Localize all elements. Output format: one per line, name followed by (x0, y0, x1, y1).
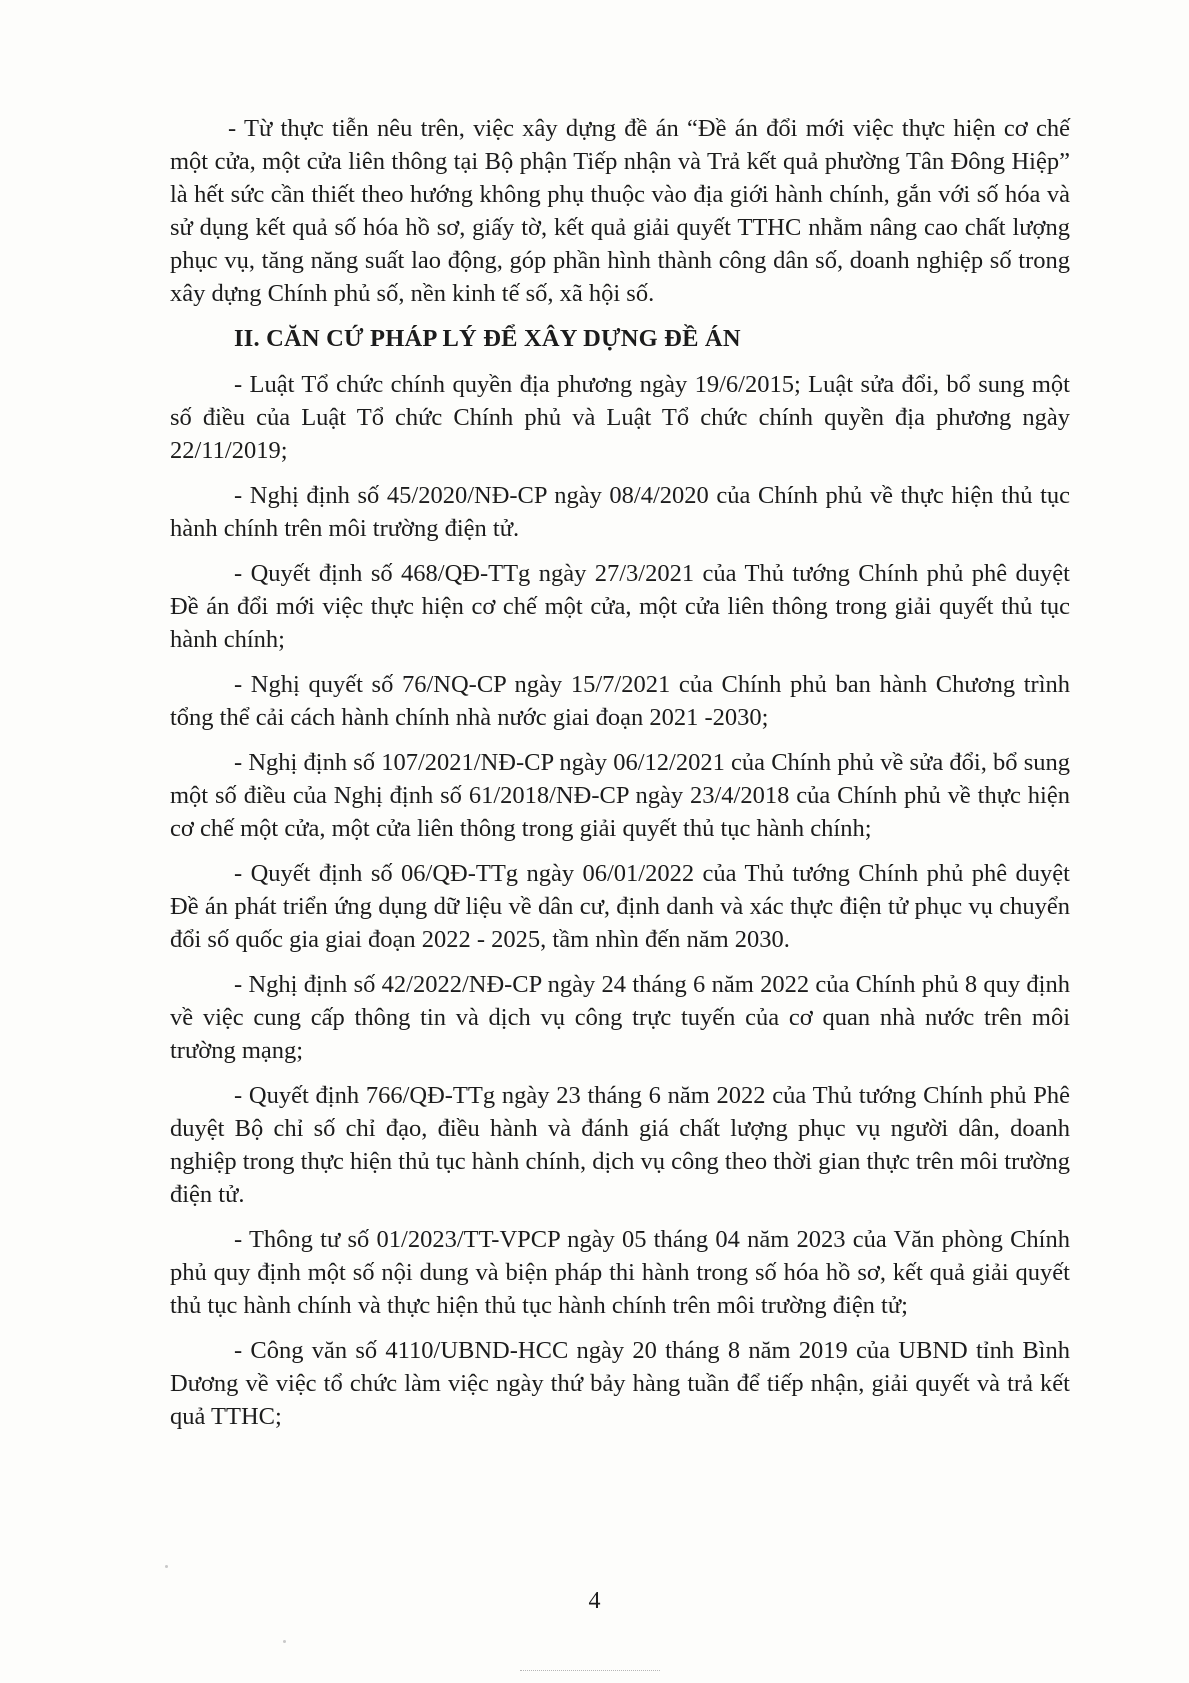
document-body (170, 112, 1070, 1445)
scan-artifact-mark (520, 1670, 660, 1677)
page-number: 4 (588, 1588, 601, 1614)
legal-basis-item: - Nghị định số 42/2022/NĐ-CP ngày 24 tháng 6 năm 2022 của Chính phủ 8 quy định về việc cung cấp thông tin và dịch vụ công trực tuyến của cơ quan nhà nước trên môi trường mạng; (170, 971, 1070, 1064)
scan-speck (283, 1640, 286, 1643)
legal-basis-item: - Thông tư số 01/2023/TT-VPCP ngày 05 tháng 04 năm 2023 của Văn phòng Chính phủ quy định một số nội dung và biện pháp thi hành trong số hóa hồ sơ, kết quả giải quyết thủ tục hành chính và thực hiện thủ tục hành chính trên môi trường điện tử; (170, 1226, 1070, 1319)
legal-basis-item: - Nghị định số 107/2021/NĐ-CP ngày 06/12/2021 của Chính phủ về sửa đổi, bổ sung một số điều của Nghị định số 61/2018/NĐ-CP ngày 23/4/2018 của Chính phủ về thực hiện cơ chế một cửa, một cửa liên thông trong giải quyết thủ tục hành chính; (170, 749, 1070, 842)
legal-basis-item: - Quyết định 766/QĐ-TTg ngày 23 tháng 6 năm 2022 của Thủ tướng Chính phủ Phê duyệt Bộ chỉ số chỉ đạo, điều hành và đánh giá chất lượng phục vụ người dân, doanh nghiệp trong thực hiện thủ tục hành chính, dịch vụ công theo thời gian thực trên môi trường điện tử. (170, 1082, 1070, 1208)
legal-basis-item: - Quyết định số 468/QĐ-TTg ngày 27/3/2021 của Thủ tướng Chính phủ phê duyệt Đề án đổi mới việc thực hiện cơ chế một cửa, một cửa liên thông trong giải quyết thủ tục hành chính; (170, 560, 1070, 653)
legal-basis-item: - Quyết định số 06/QĐ-TTg ngày 06/01/2022 của Thủ tướng Chính phủ phê duyệt Đề án phát triển ứng dụng dữ liệu về dân cư, định danh và xác thực điện tử phục vụ chuyển đổi số quốc gia giai đoạn 2022 - 2025, tầm nhìn đến năm 2030. (170, 860, 1070, 953)
section-heading: II. CĂN CỨ PHÁP LÝ ĐỂ XÂY DỰNG ĐỀ ÁN (234, 325, 741, 352)
intro-paragraph: - Từ thực tiễn nêu trên, việc xây dựng đề án “Đề án đổi mới việc thực hiện cơ chế một cửa, một cửa liên thông tại Bộ phận Tiếp nhận và Trả kết quả phường Tân Đông Hiệp” là hết sức cần thiết theo hướng không phụ thuộc vào địa giới hành chính, gắn với số hóa và sử dụng kết quả số hóa hồ sơ, giấy tờ, kết quả giải quyết TTHC nhằm nâng cao chất lượng phục vụ, tăng năng suất lao động, góp phần hình thành công dân số, doanh nghiệp số trong xây dựng Chính phủ số, nền kinh tế số, xã hội số. (170, 115, 1070, 307)
legal-basis-item: - Công văn số 4110/UBND-HCC ngày 20 tháng 8 năm 2019 của UBND tỉnh Bình Dương về việc tổ chức làm việc ngày thứ bảy hàng tuần để tiếp nhận, giải quyết và trả kết quả TTHC; (170, 1337, 1070, 1430)
legal-basis-item: - Nghị quyết số 76/NQ-CP ngày 15/7/2021 của Chính phủ ban hành Chương trình tổng thể cải cách hành chính nhà nước giai đoạn 2021 -2030; (170, 671, 1070, 731)
legal-basis-item: - Nghị định số 45/2020/NĐ-CP ngày 08/4/2020 của Chính phủ về thực hiện thủ tục hành chính trên môi trường điện tử. (170, 482, 1070, 542)
legal-basis-item: - Luật Tổ chức chính quyền địa phương ngày 19/6/2015; Luật sửa đổi, bổ sung một số điều của Luật Tổ chức Chính phủ và Luật Tổ chức chính quyền địa phương ngày 22/11/2019; (170, 371, 1070, 464)
scan-speck (165, 1565, 168, 1568)
